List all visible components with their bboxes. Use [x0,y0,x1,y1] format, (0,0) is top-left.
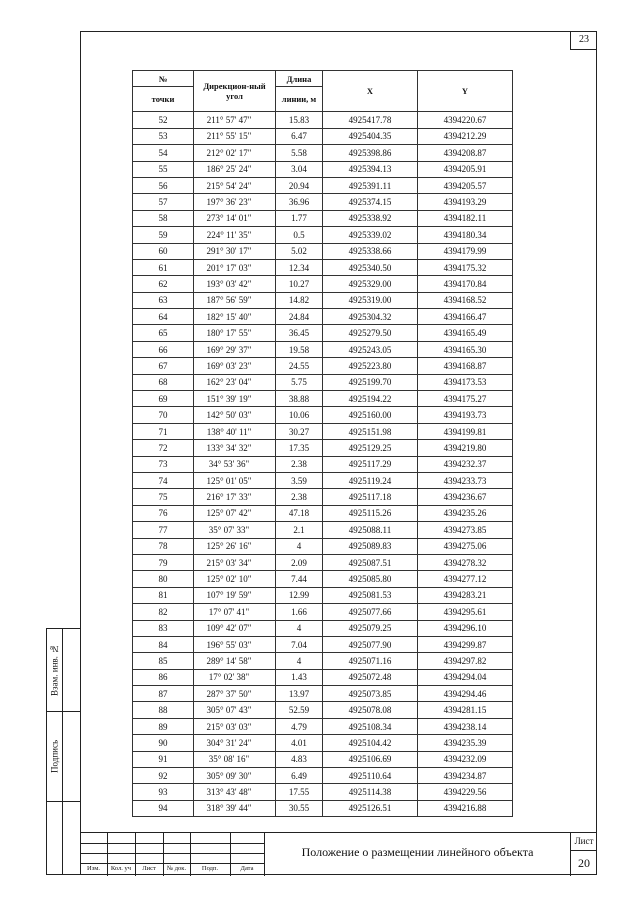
direction-angle: 304° 31' 24" [194,735,276,751]
point-number: 87 [133,686,194,702]
coord-y: 4394281.15 [418,702,513,718]
point-number: 74 [133,472,194,488]
direction-angle: 216° 17' 33" [194,489,276,505]
coord-y: 4394168.52 [418,292,513,308]
coord-x: 4925108.34 [323,718,418,734]
table-row [133,358,513,374]
line-length: 19.58 [276,341,323,357]
line-length: 2.38 [276,456,323,472]
table-row [133,161,513,177]
table-row [133,784,513,800]
table-row [133,702,513,718]
coord-y: 4394295.61 [418,604,513,620]
table-row [133,276,513,292]
direction-angle: 180° 17' 55" [194,325,276,341]
side-label-signature: Подпись [49,739,60,773]
tb-col-date: Дата [240,865,254,872]
direction-angle: 34° 53' 36" [194,456,276,472]
coord-y: 4394235.39 [418,735,513,751]
table-row [133,489,513,505]
direction-angle: 289° 14' 58" [194,653,276,669]
coord-y: 4394294.46 [418,686,513,702]
point-number: 63 [133,292,194,308]
line-length: 4.83 [276,751,323,767]
coord-x: 4925338.92 [323,210,418,226]
title-block-grid [80,833,264,876]
coord-x: 4925398.86 [323,145,418,161]
line-length: 7.04 [276,636,323,652]
table-row [133,243,513,259]
line-length: 6.49 [276,768,323,784]
coord-y: 4394208.87 [418,145,513,161]
table-row [133,636,513,652]
line-length: 12.34 [276,259,323,275]
coord-x: 4925073.85 [323,686,418,702]
direction-angle: 193° 03' 42" [194,276,276,292]
table-row [133,571,513,587]
coord-y: 4394275.06 [418,538,513,554]
point-number: 82 [133,604,194,620]
line-length: 24.55 [276,358,323,374]
table-row [133,391,513,407]
direction-angle: 211° 57' 47" [194,112,276,128]
table-row [133,735,513,751]
point-number: 57 [133,194,194,210]
coord-x: 4925119.24 [323,472,418,488]
document-title: Положение о размещении линейного объекта [264,833,571,876]
direction-angle: 125° 01' 05" [194,472,276,488]
table-row [133,423,513,439]
sheet-label: Лист [571,833,597,851]
coord-x: 4925088.11 [323,522,418,538]
coord-x: 4925085.80 [323,571,418,587]
coord-y: 4394283.21 [418,587,513,603]
coord-x: 4925374.15 [323,194,418,210]
table-row [133,686,513,702]
table-row [133,620,513,636]
coord-x: 4925338.66 [323,243,418,259]
coord-x: 4925114.38 [323,784,418,800]
coord-y: 4394278.32 [418,554,513,570]
table-row [133,309,513,325]
table-row [133,210,513,226]
coord-y: 4394193.29 [418,194,513,210]
coord-y: 4394175.32 [418,259,513,275]
coord-y: 4394219.80 [418,440,513,456]
coord-x: 4925117.18 [323,489,418,505]
tb-col-list: Лист [142,865,156,872]
line-length: 4 [276,538,323,554]
direction-angle: 187° 56' 59" [194,292,276,308]
tb-col-podp: Подп. [201,865,219,872]
coord-y: 4394238.14 [418,718,513,734]
header-y: Y [418,71,513,112]
table-row [133,112,513,128]
point-number: 84 [133,636,194,652]
point-number: 66 [133,341,194,357]
coord-x: 4925081.53 [323,587,418,603]
header-angle: Дирекцион-ный угол [194,71,276,112]
table-row [133,374,513,390]
line-length: 47.18 [276,505,323,521]
direction-angle: 162° 23' 04" [194,374,276,390]
coord-y: 4394180.34 [418,227,513,243]
point-number: 91 [133,751,194,767]
point-number: 75 [133,489,194,505]
header-length-bottom: линии, м [276,87,323,112]
table-row [133,456,513,472]
table-row [133,325,513,341]
line-length: 38.88 [276,391,323,407]
table-row [133,653,513,669]
line-length: 15.83 [276,112,323,128]
table-row [133,407,513,423]
point-number: 72 [133,440,194,456]
direction-angle: 273° 14' 01" [194,210,276,226]
table-row [133,604,513,620]
line-length: 36.96 [276,194,323,210]
coord-x: 4925194.22 [323,391,418,407]
direction-angle: 125° 02' 10" [194,571,276,587]
table-row [133,259,513,275]
line-length: 1.66 [276,604,323,620]
direction-angle: 182° 15' 40" [194,309,276,325]
point-number: 59 [133,227,194,243]
coord-y: 4394216.88 [418,800,513,816]
title-block [80,832,597,875]
direction-angle: 109° 42' 07" [194,620,276,636]
line-length: 12.99 [276,587,323,603]
coord-x: 4925394.13 [323,161,418,177]
tb-col-izm: Изм. [87,865,100,872]
point-number: 89 [133,718,194,734]
coord-x: 4925199.70 [323,374,418,390]
coord-x: 4925087.51 [323,554,418,570]
table-row [133,177,513,193]
table-row [133,128,513,144]
table-row [133,768,513,784]
direction-angle: 138° 40' 11" [194,423,276,439]
line-length: 14.82 [276,292,323,308]
coord-y: 4394165.49 [418,325,513,341]
direction-angle: 318° 39' 44" [194,800,276,816]
line-length: 1.77 [276,210,323,226]
direction-angle: 151° 39' 19" [194,391,276,407]
line-length: 6.47 [276,128,323,144]
line-length: 4 [276,653,323,669]
direction-angle: 186° 25' 24" [194,161,276,177]
point-number: 54 [133,145,194,161]
coord-y: 4394277.12 [418,571,513,587]
coord-y: 4394236.67 [418,489,513,505]
point-number: 67 [133,358,194,374]
line-length: 10.06 [276,407,323,423]
point-number: 81 [133,587,194,603]
table-row [133,341,513,357]
direction-angle: 17° 07' 41" [194,604,276,620]
line-length: 30.55 [276,800,323,816]
line-length: 4 [276,620,323,636]
coord-x: 4925117.29 [323,456,418,472]
tb-col-doc: № док. [166,865,187,872]
direction-angle: 313° 43' 48" [194,784,276,800]
table-row [133,538,513,554]
line-length: 24.84 [276,309,323,325]
table-row [133,505,513,521]
coord-x: 4925106.69 [323,751,418,767]
direction-angle: 201° 17' 03" [194,259,276,275]
direction-angle: 211° 55' 15" [194,128,276,144]
table-row [133,194,513,210]
coord-x: 4925079.25 [323,620,418,636]
line-length: 2.1 [276,522,323,538]
coord-y: 4394273.85 [418,522,513,538]
direction-angle: 212° 02' 17" [194,145,276,161]
point-number: 86 [133,669,194,685]
coord-y: 4394175.27 [418,391,513,407]
point-number: 79 [133,554,194,570]
table-row [133,440,513,456]
top-page-number: 23 [570,31,597,50]
coord-x: 4925071.16 [323,653,418,669]
coord-y: 4394233.73 [418,472,513,488]
tb-col-kol: Кол. уч [110,865,132,872]
coordinates-table [132,70,513,817]
point-number: 73 [133,456,194,472]
header-num-bottom: точки [133,87,194,112]
direction-angle: 35° 08' 16" [194,751,276,767]
coord-y: 4394294.04 [418,669,513,685]
direction-angle: 125° 07' 42" [194,505,276,521]
coord-y: 4394212.29 [418,128,513,144]
direction-angle: 196° 55' 03" [194,636,276,652]
coord-x: 4925077.66 [323,604,418,620]
coord-y: 4394205.57 [418,177,513,193]
direction-angle: 305° 09' 30" [194,768,276,784]
coord-y: 4394166.47 [418,309,513,325]
line-length: 17.55 [276,784,323,800]
point-number: 69 [133,391,194,407]
coord-y: 4394205.91 [418,161,513,177]
coord-x: 4925126.51 [323,800,418,816]
point-number: 70 [133,407,194,423]
coord-x: 4925110.64 [323,768,418,784]
line-length: 30.27 [276,423,323,439]
direction-angle: 215° 03' 34" [194,554,276,570]
direction-angle: 35° 07' 33" [194,522,276,538]
coord-x: 4925129.25 [323,440,418,456]
line-length: 5.58 [276,145,323,161]
point-number: 78 [133,538,194,554]
coord-y: 4394297.82 [418,653,513,669]
direction-angle: 287° 37' 50" [194,686,276,702]
line-length: 0.5 [276,227,323,243]
direction-angle: 215° 03' 03" [194,718,276,734]
coord-y: 4394296.10 [418,620,513,636]
table-row [133,751,513,767]
point-number: 53 [133,128,194,144]
line-length: 4.79 [276,718,323,734]
point-number: 61 [133,259,194,275]
coord-x: 4925077.90 [323,636,418,652]
point-number: 94 [133,800,194,816]
table-row [133,587,513,603]
line-length: 36.45 [276,325,323,341]
header-num-top: № [133,71,194,87]
point-number: 83 [133,620,194,636]
table-row [133,292,513,308]
coord-y: 4394173.53 [418,374,513,390]
table-row [133,669,513,685]
line-length: 2.38 [276,489,323,505]
point-number: 64 [133,309,194,325]
table-row [133,472,513,488]
direction-angle: 197° 36' 23" [194,194,276,210]
coord-y: 4394170.84 [418,276,513,292]
direction-angle: 224° 11' 35" [194,227,276,243]
point-number: 93 [133,784,194,800]
line-length: 7.44 [276,571,323,587]
line-length: 2.09 [276,554,323,570]
line-length: 52.59 [276,702,323,718]
table-row [133,800,513,816]
point-number: 62 [133,276,194,292]
header-x: X [323,71,418,112]
coord-y: 4394299.87 [418,636,513,652]
table-row [133,522,513,538]
coord-x: 4925078.08 [323,702,418,718]
coord-x: 4925223.80 [323,358,418,374]
coord-x: 4925151.98 [323,423,418,439]
point-number: 60 [133,243,194,259]
coord-x: 4925115.26 [323,505,418,521]
direction-angle: 125° 26' 16" [194,538,276,554]
line-length: 3.04 [276,161,323,177]
coord-y: 4394182.11 [418,210,513,226]
coord-y: 4394229.56 [418,784,513,800]
table-row [133,227,513,243]
direction-angle: 107° 19' 59" [194,587,276,603]
point-number: 85 [133,653,194,669]
point-number: 65 [133,325,194,341]
point-number: 71 [133,423,194,439]
coord-x: 4925391.11 [323,177,418,193]
direction-angle: 133° 34' 32" [194,440,276,456]
point-number: 55 [133,161,194,177]
coord-y: 4394235.26 [418,505,513,521]
side-label-replacement: Взам. инв. № [49,643,60,697]
point-number: 77 [133,522,194,538]
point-number: 80 [133,571,194,587]
coord-x: 4925340.50 [323,259,418,275]
coord-x: 4925279.50 [323,325,418,341]
coord-x: 4925404.35 [323,128,418,144]
point-number: 88 [133,702,194,718]
line-length: 13.97 [276,686,323,702]
table-row [133,554,513,570]
point-number: 68 [133,374,194,390]
point-number: 92 [133,768,194,784]
coord-y: 4394199.81 [418,423,513,439]
line-length: 5.02 [276,243,323,259]
line-length: 17.35 [276,440,323,456]
direction-angle: 215° 54' 24" [194,177,276,193]
coord-y: 4394168.87 [418,358,513,374]
coord-y: 4394232.09 [418,751,513,767]
table-row [133,145,513,161]
point-number: 58 [133,210,194,226]
point-number: 76 [133,505,194,521]
coord-y: 4394234.87 [418,768,513,784]
coord-x: 4925339.02 [323,227,418,243]
coord-x: 4925417.78 [323,112,418,128]
coord-y: 4394220.67 [418,112,513,128]
coord-x: 4925243.05 [323,341,418,357]
point-number: 90 [133,735,194,751]
direction-angle: 305° 07' 43" [194,702,276,718]
direction-angle: 17° 02' 38" [194,669,276,685]
coord-x: 4925072.48 [323,669,418,685]
coord-y: 4394193.73 [418,407,513,423]
sheet-number: 20 [578,856,590,870]
direction-angle: 142° 50' 03" [194,407,276,423]
header-length-top: Длина [276,71,323,87]
line-length: 1.43 [276,669,323,685]
table-body [133,112,513,817]
coord-y: 4394165.30 [418,341,513,357]
point-number: 56 [133,177,194,193]
direction-angle: 291° 30' 17" [194,243,276,259]
side-strip [46,628,80,875]
table-row [133,718,513,734]
line-length: 20.94 [276,177,323,193]
coord-y: 4394179.99 [418,243,513,259]
coord-x: 4925160.00 [323,407,418,423]
direction-angle: 169° 29' 37" [194,341,276,357]
coord-y: 4394232.37 [418,456,513,472]
line-length: 5.75 [276,374,323,390]
line-length: 3.59 [276,472,323,488]
line-length: 10.27 [276,276,323,292]
direction-angle: 169° 03' 23" [194,358,276,374]
point-number: 52 [133,112,194,128]
line-length: 4.01 [276,735,323,751]
coord-x: 4925104.42 [323,735,418,751]
coord-x: 4925329.00 [323,276,418,292]
coord-x: 4925089.83 [323,538,418,554]
coord-x: 4925319.00 [323,292,418,308]
coord-x: 4925304.32 [323,309,418,325]
